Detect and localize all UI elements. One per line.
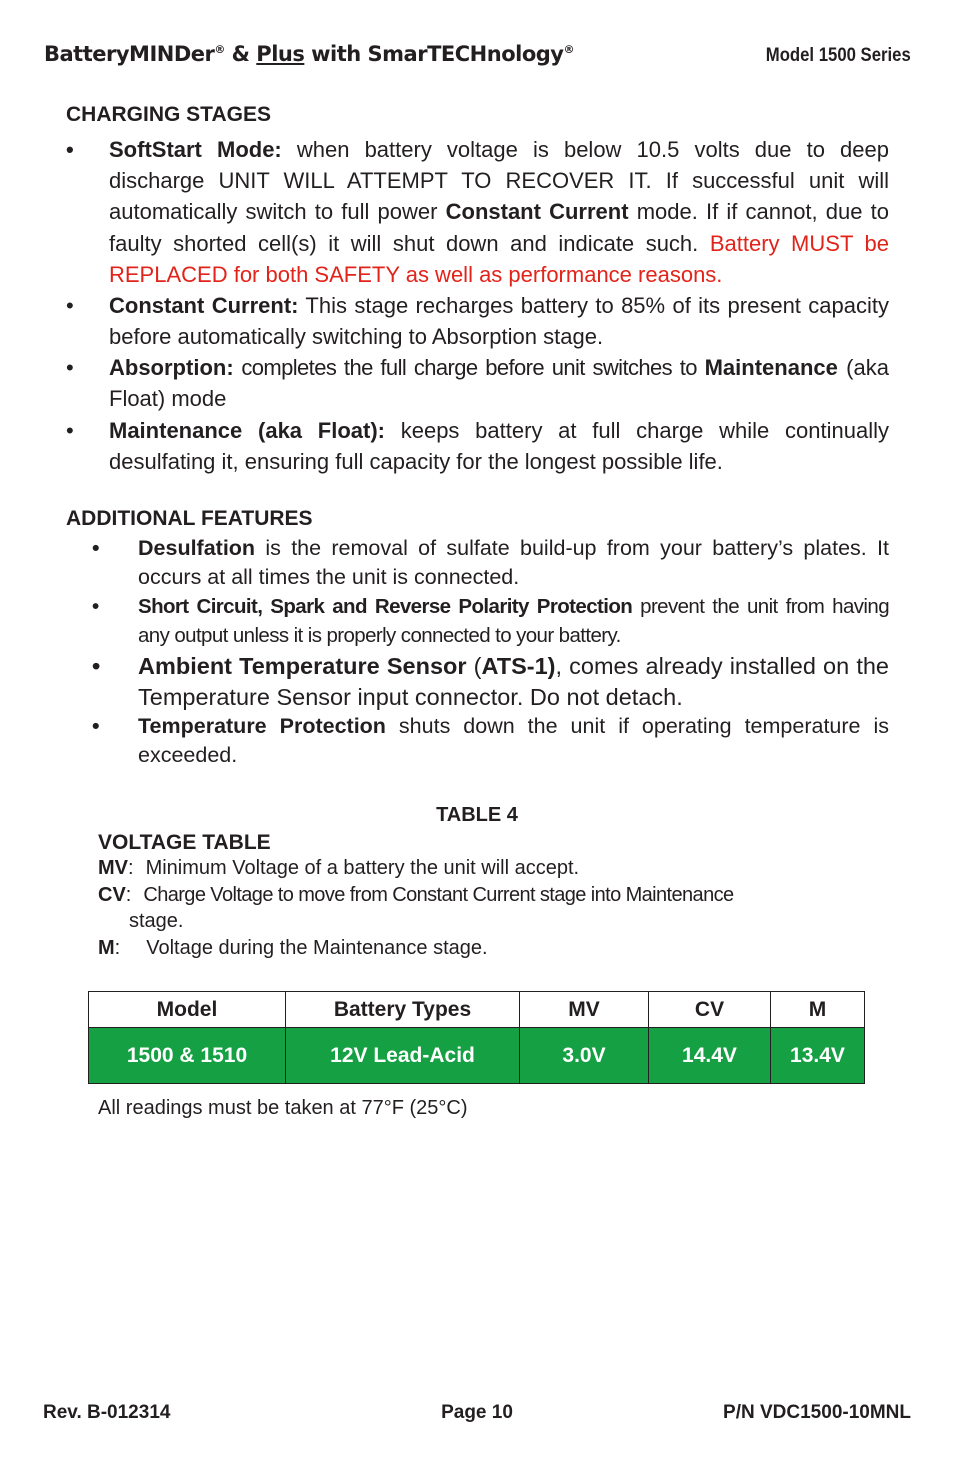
bullet: • <box>66 137 74 162</box>
bullet: • <box>92 595 100 618</box>
bullet: • <box>66 293 74 318</box>
legend-sep: : <box>114 937 121 959</box>
cell-cv: 14.4V <box>649 1028 771 1084</box>
stage-name: Absorption: <box>109 355 234 380</box>
stage-name: Maintenance (aka Float): <box>109 418 385 443</box>
header-model: Model 1500 Series <box>766 45 911 66</box>
bullet: • <box>66 355 74 380</box>
brand-tagline: with SmarTECHnology <box>304 42 564 66</box>
voltage-table <box>88 991 865 1084</box>
stage-text: completes the full charge before unit switches to <box>233 355 705 380</box>
legend-m <box>98 937 488 960</box>
feature-temperature-protection <box>92 712 889 770</box>
legend-sep: : <box>125 884 132 906</box>
charging-stages-title: CHARGING STAGES <box>66 103 271 126</box>
stage-constant-current <box>66 290 889 352</box>
feature-desulfation <box>92 534 889 592</box>
legend-desc: Minimum Voltage of a battery the unit will accept. <box>145 857 580 879</box>
header-m: M <box>771 992 865 1028</box>
feature-text: prevent the unit from having any output unless it is properly connected to your battery. <box>138 595 889 647</box>
stage-absorption <box>66 352 889 414</box>
footer-revision: Rev. B-012314 <box>43 1402 171 1423</box>
cell-model: 1500 & 1510 <box>89 1028 286 1084</box>
feature-name: Short Circuit, Spark and Reverse Polarity Protection <box>138 595 633 618</box>
ampersand: & <box>224 42 257 66</box>
legend-key: MV <box>98 857 128 879</box>
stage-text: keeps battery at full charge while continually desulfating it, ensuring full capacity for the longest possible life. <box>109 418 889 475</box>
voltage-table-title: VOLTAGE TABLE <box>98 831 271 854</box>
stage-text: when battery voltage is below 10.5 volts due to deep discharge UNIT WILL ATTEMPT TO RECOVER IT. If successful unit will automatically switch to full power <box>109 137 889 225</box>
cell-mv: 3.0V <box>520 1028 649 1084</box>
feature-text: , comes already installed on the Temperature Sensor input connector. Do not detach. <box>138 653 889 710</box>
brand-plus: Plus <box>256 42 305 66</box>
feature-text: is the removal of sulfate build-up from your battery’s plates. It occurs at all times the unit is connected. <box>138 536 889 589</box>
table-header-row <box>89 992 865 1028</box>
cell-battery-type: 12V Lead-Acid <box>286 1028 520 1084</box>
legend-desc: Voltage during the Maintenance stage. <box>146 937 488 959</box>
stage-text-2: mode. If if cannot, due to faulty shorted cell(s) it will shut down and indicate such. <box>109 199 889 256</box>
stage-text: This stage recharges battery to 85% of its present capacity before automatically switching to Absorption stage. <box>109 293 889 350</box>
cell-m: 13.4V <box>771 1028 865 1084</box>
footer-page-number: Page 10 <box>441 1402 513 1423</box>
brand-name: BatteryMINDer <box>44 42 215 66</box>
bullet: • <box>92 714 100 738</box>
readings-note: All readings must be taken at 77°F (25°C) <box>98 1097 468 1119</box>
replace-warning: Battery MUST be REPLACED for both SAFETY as well as performance reasons. <box>109 230 889 287</box>
feature-name: Desulfation <box>138 536 256 560</box>
legend-sep: : <box>128 857 134 879</box>
table-caption: TABLE 4 <box>436 804 518 826</box>
registered-mark-2: ® <box>563 43 574 56</box>
feature-model: ATS-1) <box>481 653 556 679</box>
header-battery-types: Battery Types <box>286 992 520 1028</box>
stage-emphasis: Constant Current <box>445 199 629 225</box>
legend-cv <box>98 884 734 907</box>
feature-ambient-temperature-sensor <box>92 651 889 713</box>
stage-name: SoftStart Mode: <box>109 137 282 162</box>
stage-text-2: (aka Float) mode <box>109 355 889 412</box>
legend-cv-cont: stage. <box>129 910 184 932</box>
additional-features-title: ADDITIONAL FEATURES <box>66 507 313 530</box>
stage-softstart <box>66 134 889 290</box>
stage-maintenance <box>66 415 889 477</box>
bullet: • <box>92 536 100 560</box>
feature-name: Temperature Protection <box>138 714 386 738</box>
registered-mark: ® <box>214 43 225 56</box>
legend-mv <box>98 857 579 880</box>
bullet: • <box>92 653 101 679</box>
table-row <box>89 1028 865 1084</box>
footer-part-number: P/N VDC1500-10MNL <box>723 1402 911 1423</box>
feature-short-circuit-protection <box>92 592 889 650</box>
header-brand <box>44 42 574 66</box>
feature-paren: ( <box>466 653 482 679</box>
legend-key: CV <box>98 884 126 906</box>
feature-name: Ambient Temperature Sensor <box>138 653 467 679</box>
bullet: • <box>66 418 74 443</box>
stage-emphasis: Maintenance <box>704 355 838 380</box>
header-model: Model <box>89 992 286 1028</box>
feature-text: shuts down the unit if operating temperature is exceeded. <box>138 714 889 767</box>
header-cv: CV <box>649 992 771 1028</box>
header-mv: MV <box>520 992 649 1028</box>
stage-name: Constant Current: <box>109 293 299 318</box>
legend-key: M <box>98 937 115 959</box>
legend-desc: Charge Voltage to move from Constant Current stage into Maintenance <box>143 884 734 906</box>
